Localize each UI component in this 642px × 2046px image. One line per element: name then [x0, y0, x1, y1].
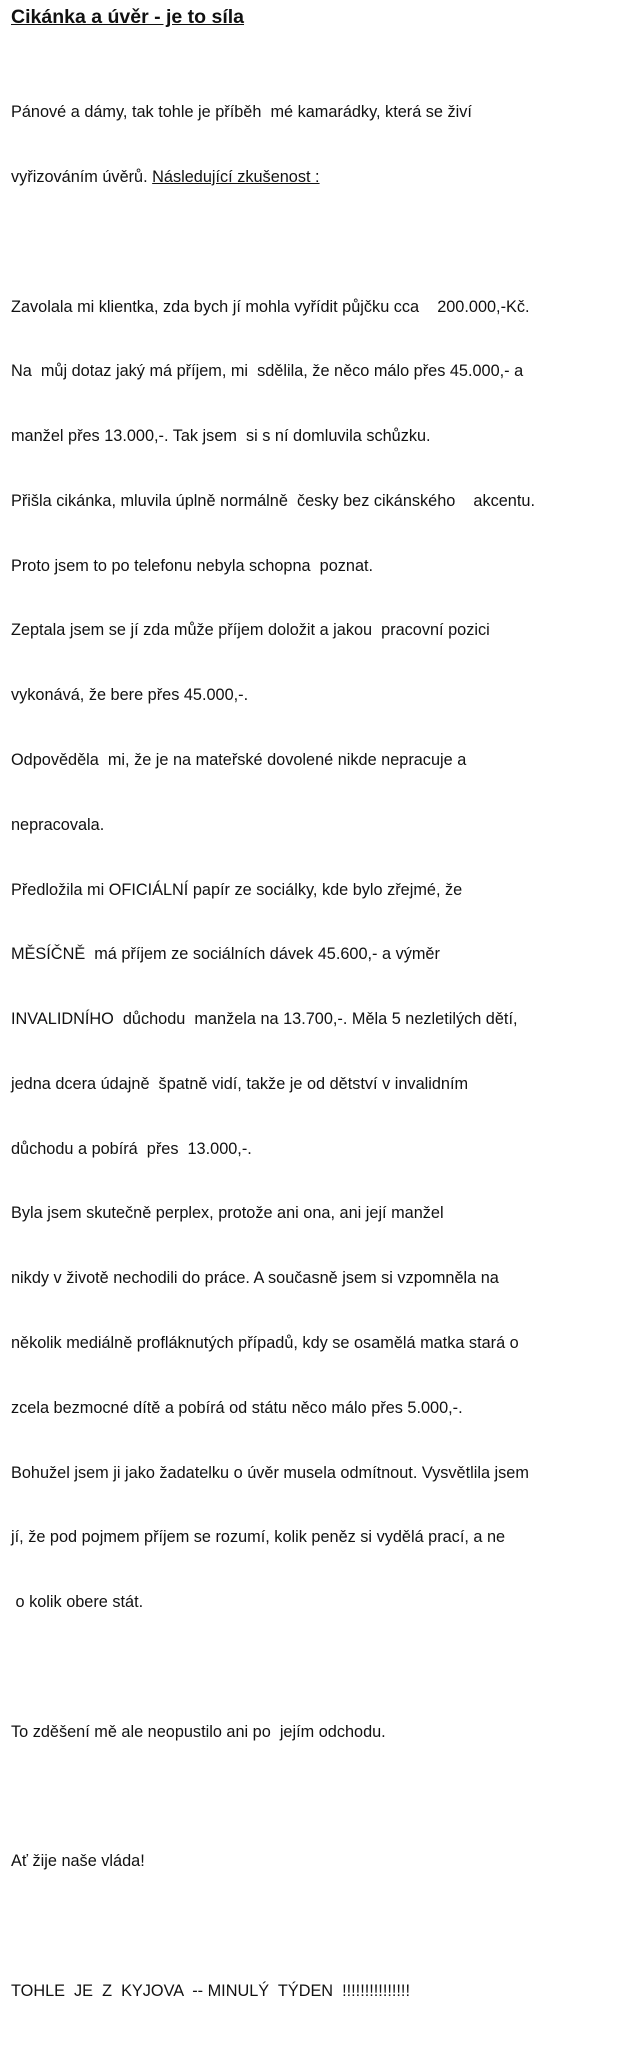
text-line: jí, že pod pojmem příjem se rozumí, kolik peněz si vydělá prací, a ne [11, 1528, 506, 1547]
text-line: Ať žije naše vláda! [11, 1852, 145, 1871]
text-line: zcela bezmocné dítě a pobírá od státu něco málo přes 5.000,-. [11, 1398, 463, 1417]
blank-line [11, 1916, 639, 1938]
text-line: důchodu a pobírá přes 13.000,-. [11, 1139, 252, 1158]
text-line: Přišla cikánka, mluvila úplně normálně česky bez cikánského akcentu. [11, 491, 535, 510]
text-line: Zeptala jsem se jí zda může příjem doložit a jakou pracovní pozici [11, 621, 490, 640]
document-body [11, 59, 639, 2046]
text-line: To zděšení mě ale neopustilo ani po jejím odchodu. [11, 1722, 386, 1741]
document-title: Cikánka a úvěr - je to síla [11, 6, 245, 28]
text-line: Na můj dotaz jaký má příjem, mi sdělila, že něco málo přes 45.000,- a [11, 362, 524, 381]
text-line [11, 167, 639, 189]
blank-line [11, 232, 639, 254]
text-line-start: vyřizováním úvěrů. [11, 167, 153, 186]
text-line: Byla jsem skutečně perplex, protože ani ona, ani její manžel [11, 1204, 444, 1223]
underlined-phrase: Následující zkušenost : [152, 167, 320, 186]
text-line: Bohužel jsem ji jako žadatelku o úvěr musela odmítnout. Vysvětlila jsem [11, 1463, 529, 1482]
text-line: TOHLE JE Z KYJOVA -- MINULÝ TÝDEN !!!!!!!!!!!!!!! [11, 1981, 410, 2000]
text-line: Pánové a dámy, tak tohle je příběh mé kamarádky, která se živí [11, 103, 472, 122]
text-line: Proto jsem to po telefonu nebyla schopna poznat. [11, 556, 374, 575]
text-line: MĚSÍČNĚ má příjem ze sociálních dávek 45.600,- a výměr [11, 945, 440, 964]
text-line: Zavolala mi klientka, zda bych jí mohla vyřídit půjčku cca 200.000,-Kč. [11, 297, 530, 316]
text-line: Odpověděla mi, že je na mateřské dovolené nikde nepracuje a [11, 751, 467, 769]
text-line: nikdy v životě nechodili do práce. A současně jsem si vzpomněla na [11, 1269, 499, 1288]
text-line: jedna dcera údajně špatně vidí, takže je od dětství v invalidním [11, 1074, 469, 1093]
blank-line [11, 1657, 639, 1679]
text-line: nepracovala. [11, 815, 105, 834]
text-line: INVALIDNÍHO důchodu manžela na 13.700,-. Měla 5 nezletilých dětí, [11, 1010, 518, 1029]
text-line: manžel přes 13.000,-. Tak jsem si s ní domluvila schůzku. [11, 427, 431, 446]
blank-line [11, 1787, 639, 1809]
text-line: vykonává, že bere přes 45.000,-. [11, 686, 249, 705]
text-line: několik mediálně profláknutých případů, kdy se osamělá matka stará o [11, 1334, 519, 1353]
text-line: Předložila mi OFICIÁLNÍ papír ze sociálky, kde bylo zřejmé, že [11, 880, 463, 899]
text-line: o kolik obere stát. [11, 1593, 144, 1612]
